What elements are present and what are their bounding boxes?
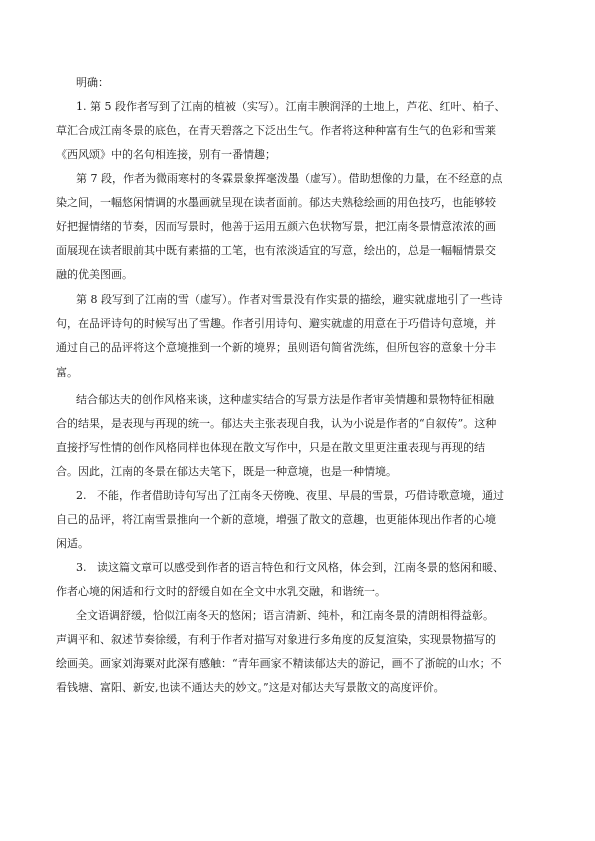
paragraph-line: 《西风颂》中的名句相连接，别有一番情趣； [56,148,276,161]
paragraph-line: 草汇合成江南冬景的底色，在青天碧落之下泛出生气。作者将这种种富有生气的色彩和雪莱 [56,124,496,137]
paragraph-line: 全文语调舒缓，恰似江南冬天的悠闲；语言清新、纯朴，和江南冬景的清朗相得益彰。 [76,609,494,622]
paragraph-line: 2. 不能，作者借助诗句写出了江南冬天傍晚、夜里、早晨的雪景，巧借诗歌意境，通过 [76,489,504,502]
paragraph-line: 通过自己的品评将这个意境推到一个新的境界；虽则语句简省洗练，但所包容的意象十分丰 [56,341,496,354]
paragraph-line: 绘画美。画家刘海粟对此深有感触：“青年画家不精读郁达夫的游记，画不了浙皖的山水；不 [56,657,502,670]
paragraph-line: 3. 读这篇文章可以感受到作者的语言特色和行文风格，体会到，江南冬景的悠闲和暖、 [76,561,504,574]
paragraph-line: 融的优美图画。 [56,268,133,281]
paragraph-line: 作者心境的闲适和行文时的舒缓自如在全文中水乳交融，和谐统一。 [56,585,386,598]
paragraph-line: 1. 第 5 段作者写到了江南的植被（实写）。江南丰腴润泽的土地上，芦花、红叶、柏子、 [76,100,506,113]
paragraph-line: 句，在品评诗句的时候写出了雪趣。作者引用诗句、避实就虚的用意在于巧借诗句意境，并 [56,317,496,330]
paragraph-line: 直接抒写性情的创作风格同样也体现在散文写作中，只是在散文里更注重表现与再现的结 [56,441,485,454]
paragraph-line: 自己的品评，将江南雪景推向一个新的意境，增强了散文的意趣，也更能体现出作者的心境 [56,513,496,526]
paragraph-line: 面展现在读者眼前其中既有素描的工笔，也有浓淡适宜的写意，绘出的，总是一幅幅情景交 [56,244,496,257]
paragraph-line: 看钱塘、富阳、新安,也读不通达夫的妙文。”这是对郁达夫写景散文的高度评价。 [56,681,445,694]
paragraph-line: 闲适。 [56,537,89,550]
paragraph-line: 明确： [76,76,109,89]
paragraph-line: 第 7 段，作者为微雨寒村的冬霖景象挥毫泼墨（虚写）。借助想像的力量，在不经意的点 [76,172,503,185]
paragraph-line: 好把握情绪的节奏，因而写景时，他善于运用五颜六色状物写景，把江南冬景情意浓浓的画 [56,220,496,233]
paragraph-line: 结合郁达夫的创作风格来谈，这种虚实结合的写景方法是作者审美情趣和景物特征相融 [76,393,494,406]
paragraph-line: 合的结果，是表现与再现的统一。郁达夫主张表现自我，认为小说是作者的“自叙传”。这种 [56,417,497,430]
paragraph-line: 第 8 段写到了江南的雪（虚写）。作者对雪景没有作实景的描绘，避实就虚地引了一些诗 [76,293,503,306]
paragraph-line: 合。因此，江南的冬景在郁达夫笔下，既是一种意境，也是一种情境。 [56,465,397,478]
paragraph-line: 染之间，一幅悠闲情调的水墨画就呈现在读者面前。郁达夫熟稔绘画的用色技巧，也能够较 [56,196,496,209]
paragraph-line: 富。 [56,366,78,379]
paragraph-line: 声调平和、叙述节奏徐缓，有利于作者对描写对象进行多角度的反复渲染，实现景物描写的 [56,633,496,646]
